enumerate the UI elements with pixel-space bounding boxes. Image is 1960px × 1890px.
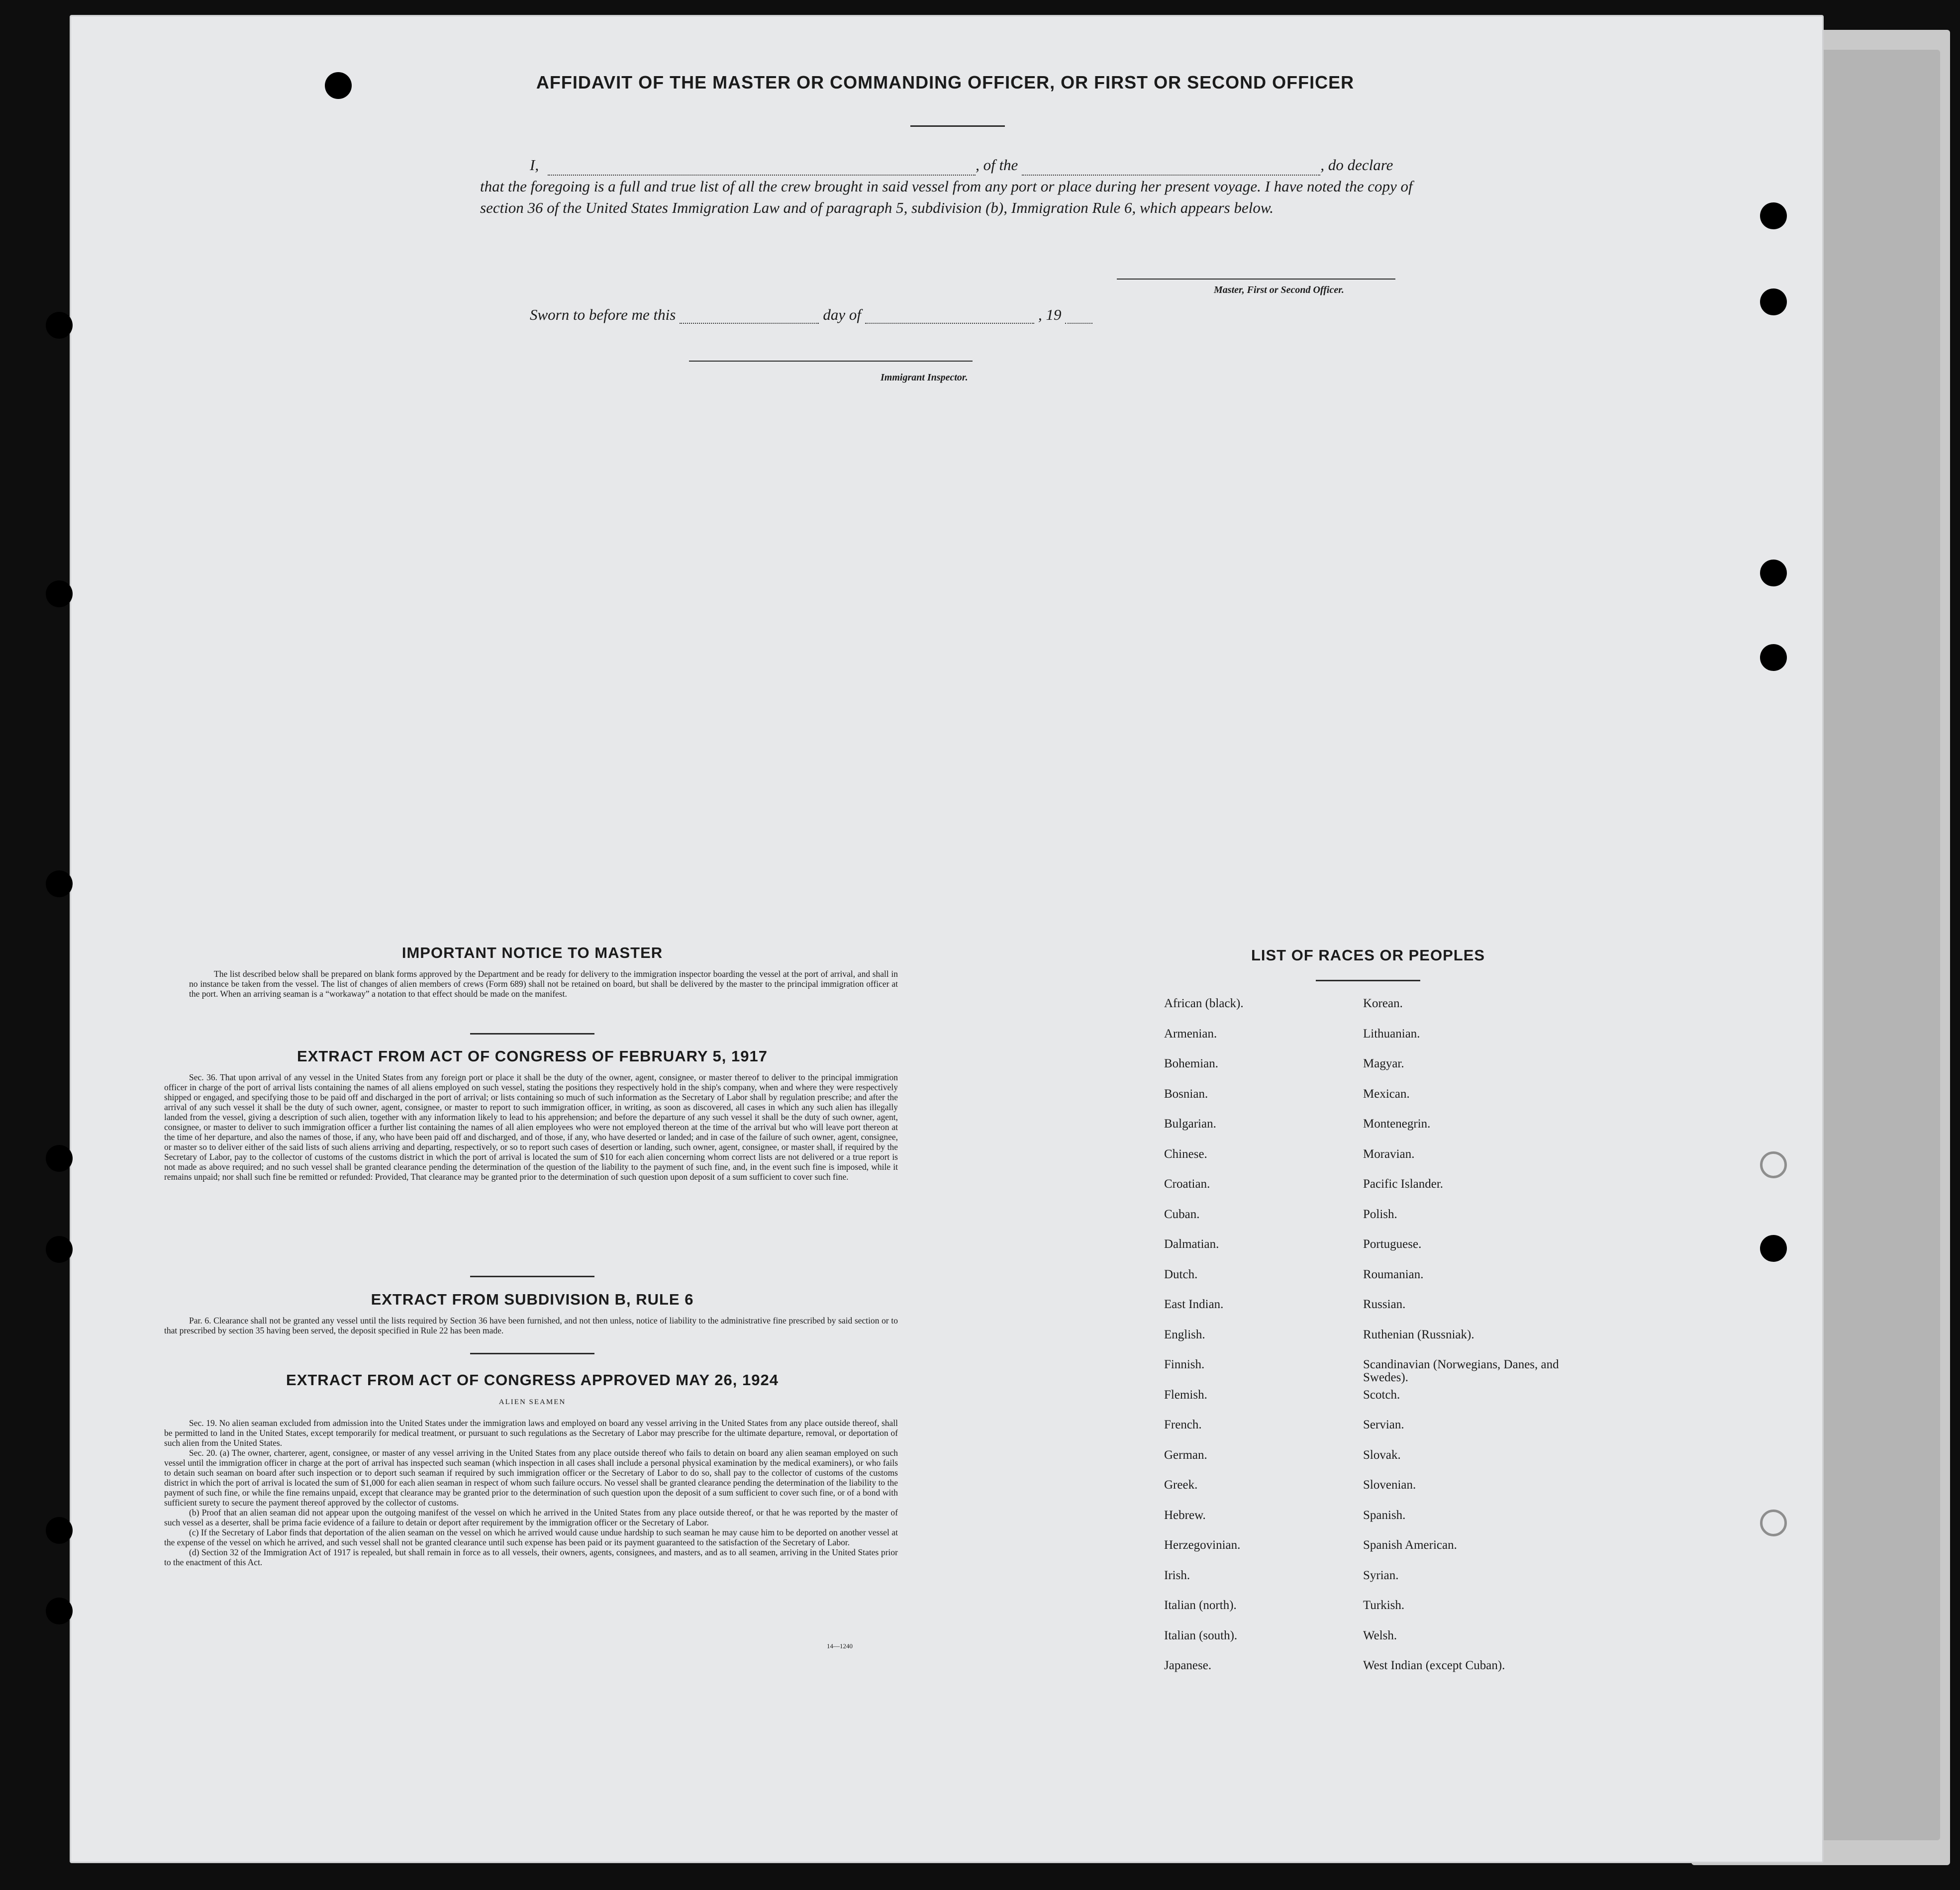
- race-item: East Indian.: [1164, 1298, 1224, 1311]
- sworn-year: , 19: [1038, 306, 1062, 323]
- sec20c-paragraph: (c) If the Secretary of Labor finds that deportation of the alien seaman on the vessel on which he arrived would cause undue hardship to such seaman he may cause him to be deported on another vessel at the expense of the vessel on which he arrived, and such vessel shall not be granted clearance until such expense has been paid or its payment guaranteed to the satisfaction of the Secretary of Labor.: [164, 1527, 898, 1547]
- race-item: Spanish American.: [1363, 1538, 1457, 1552]
- race-item: Mexican.: [1363, 1087, 1410, 1101]
- title-rule: [910, 125, 1005, 127]
- race-item: Japanese.: [1164, 1659, 1212, 1672]
- punch-hole: [46, 580, 73, 607]
- decl-of-the: , of the: [976, 156, 1018, 174]
- race-item: Syrian.: [1363, 1568, 1399, 1582]
- extract-rule6-title: EXTRACT FROM SUBDIVISION B, RULE 6: [371, 1291, 694, 1308]
- race-item: Montenegrin.: [1363, 1117, 1431, 1131]
- declaration: [480, 154, 1440, 218]
- race-item: Finnish.: [1164, 1358, 1205, 1371]
- day-blank: [680, 310, 819, 324]
- punch-hole: [1760, 288, 1787, 315]
- races-title: LIST OF RACES OR PEOPLES: [1251, 946, 1485, 964]
- race-item: Greek.: [1164, 1478, 1198, 1492]
- inspector-signature-line: [689, 361, 973, 362]
- affidavit-title: AFFIDAVIT OF THE MASTER OR COMMANDING OFFICER, OR FIRST OR SECOND OFFICER: [536, 72, 1355, 93]
- punch-hole: [46, 312, 73, 339]
- race-item: Ruthenian (Russniak).: [1363, 1327, 1474, 1341]
- race-item: West Indian (except Cuban).: [1363, 1659, 1505, 1672]
- punch-hole: [1760, 1235, 1787, 1262]
- name-blank: [548, 162, 976, 176]
- race-item: Croatian.: [1164, 1177, 1210, 1191]
- race-item: Magyar.: [1363, 1057, 1404, 1070]
- race-item: Herzegovinian.: [1164, 1538, 1241, 1552]
- race-item: Armenian.: [1164, 1027, 1217, 1040]
- sec19-paragraph: Sec. 19. No alien seaman excluded from admission into the United States under the immigration laws and employed on board any vessel arriving in the United States from any place outside thereof, shall be permitted to land in the United States, except temporarily for medical treatment, or pursuant to such regulations as the Secretary of Labor may prescribe for the ultimate departure, removal, or deportation of such alien from the United States.: [164, 1418, 898, 1448]
- race-item: French.: [1164, 1418, 1202, 1431]
- punch-hole: [1760, 644, 1787, 671]
- punch-hole: [46, 1236, 73, 1263]
- alien-seamen-subtitle: ALIEN SEAMEN: [498, 1398, 566, 1406]
- punch-hole: [46, 1598, 73, 1624]
- races-rule: [1316, 980, 1420, 981]
- race-item: Roumanian.: [1363, 1267, 1424, 1281]
- extract-rule6-text: [164, 1316, 898, 1335]
- sworn-prefix: Sworn to before me this: [530, 306, 676, 323]
- race-item: Bulgarian.: [1164, 1117, 1216, 1131]
- race-item: English.: [1164, 1327, 1205, 1341]
- race-item: African (black).: [1164, 997, 1244, 1010]
- form-number: 14—1240: [827, 1642, 853, 1650]
- month-blank: [865, 310, 1034, 324]
- notice-paragraph: The list described below shall be prepared on blank forms approved by the Department and be ready for delivery to the immigration inspector boarding the vessel at the port of arrival, and shall in no instance be taken from the vessel. The list of changes of alien members of crews (Form 689) shall not be retained on board, but shall be delivered by the master to the principal immigration officer at the port. When an arriving seaman is a “workaway” a notation to that effect should be made on the manifest.: [189, 969, 898, 999]
- race-item: Italian (north).: [1164, 1599, 1237, 1612]
- race-item: Dalmatian.: [1164, 1237, 1219, 1251]
- sec20d-paragraph: (d) Section 32 of the Immigration Act of 1917 is repealed, but shall remain in force as to all vessels, their owners, agents, consignees, and masters, and as to all seamen, arriving in the United States prior to the enactment of this Act.: [164, 1547, 898, 1567]
- extract-1924-title: EXTRACT FROM ACT OF CONGRESS APPROVED MAY 26, 1924: [286, 1371, 779, 1389]
- decl-do-declare: , do declare: [1320, 156, 1393, 174]
- sworn-day-of: day of: [823, 306, 861, 323]
- race-item: Bosnian.: [1164, 1087, 1208, 1101]
- race-item: Dutch.: [1164, 1267, 1198, 1281]
- race-item: Slovak.: [1363, 1448, 1401, 1462]
- race-item: Irish.: [1164, 1568, 1190, 1582]
- race-item: Hebrew.: [1164, 1508, 1206, 1522]
- divider: [470, 1276, 594, 1277]
- divider: [470, 1033, 594, 1035]
- extract-1917-paragraph: Sec. 36. That upon arrival of any vessel in the United States from any foreign port or place it shall be the duty of the owner, agent, consignee, or master thereof to deliver to the principal immigration officer in charge of the port of arrival lists containing the names of all aliens employed on such vessel, stating the positions they respectively hold in the ship's company, when and where they were respectively shipped or engaged, and specifying those to be paid off and discharged in the port of arrival; or lists containing so much of such information as the Secretary of Labor shall by regulation prescribe; and after the arrival of any such vessel it shall be the duty of such owner, agent, consignee, or master to report to such immigration officer, in writing, as soon as discovered, all cases in which any such alien has illegally landed from the vessel, giving a description of such alien, together with any information likely to lead to his apprehension; and before the departure of any such vessel it shall be the duty of such owner, agent, consignee, or master to deliver to such immigration officer a further list containing the names of all alien employees who were not employed thereon at the time of the arrival but who will leave port thereon at the time of her departure, and also the names of those, if any, who have been paid off and discharged, and of those, if any, who have deserted or landed; and in case of the failure of such owner, agent, consignee, or master so to deliver either of the said lists of such aliens arriving and departing, respectively, or so to report such cases of desertion or landing, such owner, agent, consignee, or master shall, if required by the Secretary of Labor, pay to the collector of customs of the customs district in which the port of arrival is located the sum of $10 for each alien concerning whom correct lists are not delivered or a true report is not made as above required; and no such vessel shall be granted clearance pending the determination of the question of the liability to the payment of such fine, and, in the event such fine is imposed, while it remains unpaid; nor shall such fine be remitted or refunded: Provided, That clearance may be granted prior to the determination of such question upon deposit of a sum sufficient to cover such fine.: [164, 1072, 898, 1182]
- extract-rule6-paragraph: Par. 6. Clearance shall not be granted any vessel until the lists required by Section 36 have been furnished, and not then unless, notice of liability to the administrative fine prescribed by said section or to that prescribed by section 35 having been served, the deposit specified in Rule 22 has been made.: [164, 1316, 898, 1335]
- notice-title: IMPORTANT NOTICE TO MASTER: [401, 944, 663, 961]
- year-blank: [1065, 310, 1092, 324]
- divider: [470, 1353, 594, 1354]
- race-item: Cuban.: [1164, 1207, 1200, 1221]
- master-label: Master, First or Second Officer.: [1214, 284, 1344, 295]
- sec20b-paragraph: (b) Proof that an alien seaman did not appear upon the outgoing manifest of the vessel on which he arrived in the United States from any place outside thereof, or that he was reported by the master of such vessel as a deserter, shall be prima facie evidence of a failure to detain or deport after requirement by the immigration officer or the Secretary of Labor.: [164, 1508, 898, 1527]
- decl-i: I,: [530, 156, 539, 174]
- race-item: Turkish.: [1363, 1599, 1405, 1612]
- punch-hole: [46, 870, 73, 897]
- race-item: Korean.: [1363, 997, 1403, 1010]
- race-item: Slovenian.: [1363, 1478, 1416, 1492]
- punch-hole: [1760, 1510, 1787, 1536]
- extract-1924-text: [164, 1418, 898, 1567]
- race-item: Spanish.: [1363, 1508, 1406, 1522]
- race-item: Welsh.: [1363, 1628, 1397, 1642]
- race-item: Scotch.: [1363, 1388, 1400, 1402]
- races-right-column: [1363, 997, 1572, 1690]
- race-item: Italian (south).: [1164, 1628, 1238, 1642]
- race-item: Scandinavian (Norwegians, Danes, and Swedes).: [1363, 1358, 1559, 1384]
- extract-1917-title: EXTRACT FROM ACT OF CONGRESS OF FEBRUARY 5, 1917: [297, 1047, 768, 1065]
- punch-hole: [1760, 560, 1787, 586]
- race-item: Portuguese.: [1363, 1237, 1422, 1251]
- race-item: Lithuanian.: [1363, 1027, 1420, 1040]
- race-item: Pacific Islander.: [1363, 1177, 1444, 1191]
- decl-body: that the foregoing is a full and true list of all the crew brought in said vessel from any port or place during her present voyage. I have noted the copy of section 36 of the United States Immigration Law and of paragraph 5, subdivision (b), Immigration Rule 6, which appears below.: [480, 178, 1413, 216]
- race-item: Bohemian.: [1164, 1057, 1219, 1070]
- race-item: Servian.: [1363, 1418, 1404, 1431]
- race-item: German.: [1164, 1448, 1207, 1462]
- race-item: Chinese.: [1164, 1147, 1207, 1161]
- master-signature-line: [1117, 279, 1395, 280]
- punch-hole: [1760, 202, 1787, 229]
- sec20a-paragraph: Sec. 20. (a) The owner, charterer, agent, consignee, or master of any vessel arriving in the United States from any place outside thereof who fails to detain on board any alien seaman employed on such vessel until the immigration officer in charge at the port of arrival has inspected such seaman (which inspection in all cases shall include a personal physical examination by the medical examiners), or who fails to detain such seaman on board after such inspection or to deport such seaman if required by such immigration officer or the Secretary of Labor to do so, shall pay to the collector of customs of the customs district in which the port of arrival is located the sum of $1,000 for each alien seaman in respect of whom such failure occurs. No vessel shall be granted clearance pending the determination of the liability to the payment of such fine, or while the fine remains unpaid, except that clearance may be granted prior to the determination of such question upon the deposit of a sum sufficient to cover such fine, or of a bond with sufficient surety to secure the payment thereof approved by the collector of customs.: [164, 1448, 898, 1508]
- punch-hole: [46, 1517, 73, 1544]
- punch-hole: [46, 1145, 73, 1172]
- inspector-label: Immigrant Inspector.: [881, 372, 968, 383]
- races-left-column: [1164, 997, 1338, 1690]
- notice-text: [189, 969, 898, 999]
- vessel-blank: [1022, 162, 1320, 176]
- race-item: Moravian.: [1363, 1147, 1415, 1161]
- sworn-line: [530, 306, 1092, 324]
- race-item: Flemish.: [1164, 1388, 1207, 1402]
- race-item: Polish.: [1363, 1207, 1397, 1221]
- punch-hole: [1760, 1151, 1787, 1178]
- race-item: Russian.: [1363, 1298, 1406, 1311]
- extract-1917-text: [164, 1072, 898, 1182]
